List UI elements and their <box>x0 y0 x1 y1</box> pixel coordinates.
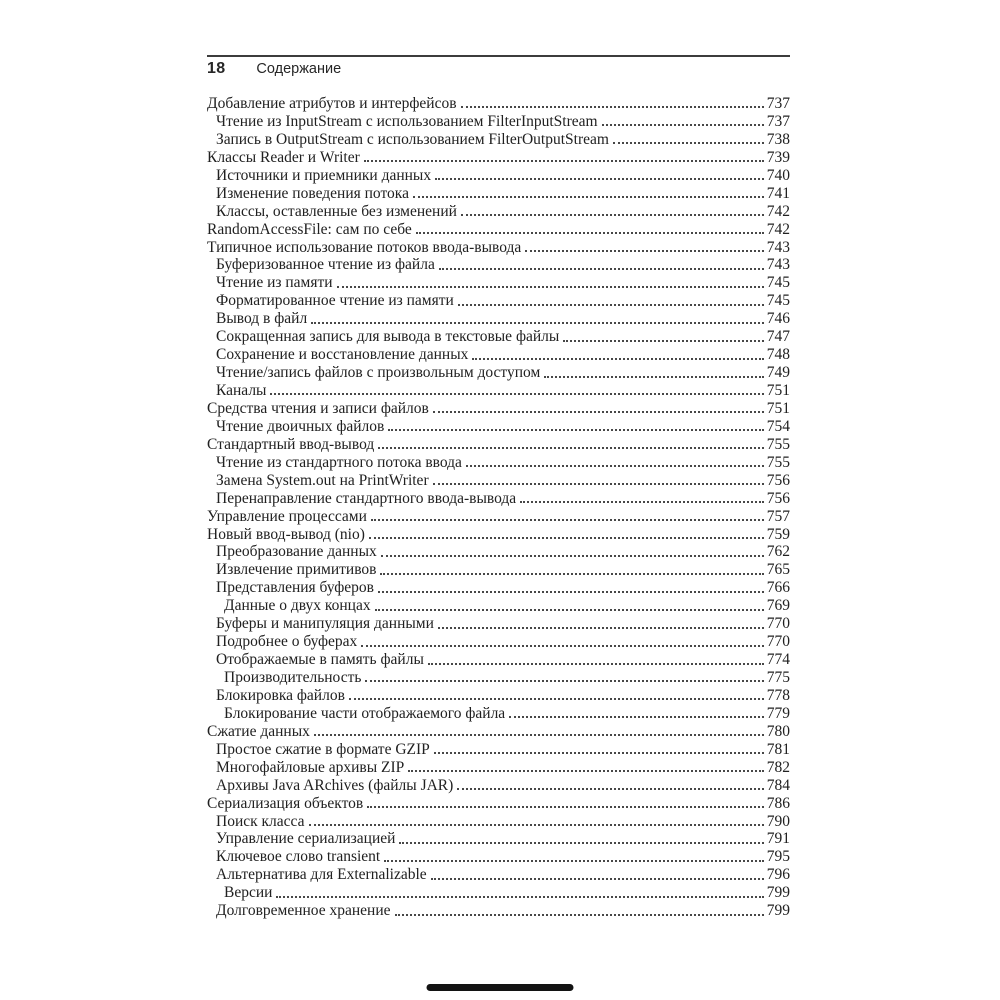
toc-entry[interactable] <box>207 705 790 723</box>
toc-entry[interactable] <box>207 131 790 149</box>
dot-leader <box>466 465 764 467</box>
toc-entry-page: 781 <box>766 740 790 758</box>
dot-leader <box>384 860 764 862</box>
toc-entry-page: 770 <box>766 615 790 633</box>
toc-entry-title: Классы, оставленные без изменений <box>216 202 457 220</box>
toc-entry-page: 755 <box>766 453 790 471</box>
dot-leader <box>408 770 763 772</box>
toc-entry-title: Вывод в файл <box>216 310 308 328</box>
toc-entry[interactable] <box>207 454 790 472</box>
toc-entry-page: 742 <box>766 220 790 238</box>
toc-entry-title: Типичное использование потоков ввода-вывода <box>207 238 522 256</box>
dot-leader <box>613 142 764 144</box>
toc-entry-page: 749 <box>766 364 790 382</box>
toc-entry-page: 748 <box>766 346 790 364</box>
running-header <box>207 60 790 78</box>
toc-entry-title: Альтернатива для Externalizable <box>216 866 427 884</box>
dot-leader <box>520 501 764 503</box>
dot-leader <box>433 411 764 413</box>
toc-entry[interactable] <box>207 741 790 759</box>
toc-entry[interactable] <box>207 113 790 131</box>
dot-leader <box>461 106 764 108</box>
toc-entry[interactable] <box>207 795 790 813</box>
toc-entry-page: 746 <box>766 310 790 328</box>
dot-leader <box>435 178 764 180</box>
toc-entry[interactable] <box>207 310 790 328</box>
dot-leader <box>367 806 764 808</box>
dot-leader <box>439 268 764 270</box>
toc-entry-page: 799 <box>766 884 790 902</box>
toc-entry-title: Буферы и манипуляция данными <box>216 615 434 633</box>
toc-entry-page: 741 <box>766 184 790 202</box>
toc-entry-title: Простое сжатие в формате GZIP <box>216 740 430 758</box>
toc-entry-title: Замена System.out на PrintWriter <box>216 471 429 489</box>
toc-entry-page: 762 <box>766 543 790 561</box>
dot-leader <box>416 232 764 234</box>
dot-leader <box>364 160 764 162</box>
dot-leader <box>458 304 764 306</box>
dot-leader <box>378 447 763 449</box>
toc-entry[interactable] <box>207 167 790 185</box>
toc-entry-title: Многофайловые архивы ZIP <box>216 758 405 776</box>
toc-entry-page: 756 <box>766 471 790 489</box>
toc-entry-page: 782 <box>766 758 790 776</box>
toc-entry-title: Долговременное хранение <box>216 902 391 920</box>
toc-entry-title: Производительность <box>224 669 362 686</box>
toc-entry[interactable] <box>207 777 790 795</box>
toc-entry-page: 796 <box>766 866 790 884</box>
toc-entry-title: RandomAccessFile: сам по себе <box>207 220 412 238</box>
toc-entry[interactable] <box>207 561 790 579</box>
toc-entry[interactable] <box>207 95 790 113</box>
toc-entry[interactable] <box>207 830 790 848</box>
toc-entry[interactable] <box>207 813 790 831</box>
dot-leader <box>361 645 763 647</box>
toc-entry-page: 757 <box>766 507 790 525</box>
toc-entry[interactable] <box>207 292 790 310</box>
toc-list <box>207 95 790 920</box>
toc-entry-page: 759 <box>766 525 790 543</box>
dot-leader <box>472 358 763 360</box>
toc-entry-page: 737 <box>766 112 790 130</box>
dot-leader <box>380 573 763 575</box>
dot-leader <box>378 591 764 593</box>
toc-entry-page: 795 <box>766 848 790 866</box>
toc-entry-title: Классы Reader и Writer <box>207 148 360 166</box>
toc-entry-page: 751 <box>766 382 790 399</box>
toc-entry-page: 751 <box>766 399 790 417</box>
toc-entry-page: 779 <box>766 704 790 722</box>
toc-entry[interactable] <box>207 418 790 436</box>
toc-entry-page: 784 <box>766 776 790 794</box>
dot-leader <box>395 914 764 916</box>
toc-entry[interactable] <box>207 185 790 203</box>
toc-entry[interactable] <box>207 633 790 651</box>
toc-entry-page: 739 <box>766 148 790 166</box>
toc-entry-title: Управление сериализацией <box>216 830 396 848</box>
dot-leader <box>375 609 764 611</box>
dot-leader <box>337 286 764 288</box>
toc-entry-page: 740 <box>766 166 790 184</box>
toc-entry-page: 791 <box>766 830 790 848</box>
toc-entry[interactable] <box>207 526 790 544</box>
toc-entry-title: Чтение из InputStream с использованием FilterInputStream <box>216 112 598 130</box>
page-number: 18 <box>207 60 226 77</box>
toc-entry[interactable] <box>207 400 790 418</box>
toc-entry-page: 774 <box>766 651 790 669</box>
toc-entry-title: Сохранение и восстановление данных <box>216 346 469 364</box>
dot-leader <box>563 340 763 342</box>
dot-leader <box>431 878 764 880</box>
dot-leader <box>276 896 763 898</box>
toc-entry-title: Извлечение примитивов <box>216 561 377 579</box>
toc-entry-title: Буферизованное чтение из файла <box>216 256 435 274</box>
toc-entry-page: 756 <box>766 489 790 507</box>
toc-entry-page: 770 <box>766 633 790 651</box>
dot-leader <box>428 663 764 665</box>
toc-entry[interactable] <box>207 274 790 292</box>
toc-entry-page: 745 <box>766 292 790 310</box>
toc-entry[interactable] <box>207 256 790 274</box>
toc-entry-title: Отображаемые в память файлы <box>216 651 424 669</box>
toc-entry[interactable] <box>207 149 790 167</box>
dot-leader <box>314 734 764 736</box>
toc-entry[interactable] <box>207 723 790 741</box>
toc-entry-title: Добавление атрибутов и интерфейсов <box>207 95 457 112</box>
toc-entry-title: Перенаправление стандартного ввода-вывода <box>216 489 517 507</box>
toc-entry[interactable] <box>207 346 790 364</box>
toc-entry-page: 778 <box>766 686 790 704</box>
dot-leader <box>602 124 764 126</box>
toc-entry-title: Сериализация объектов <box>207 794 364 812</box>
toc-entry-page: 765 <box>766 561 790 579</box>
dot-leader <box>381 555 764 557</box>
toc-entry-title: Новый ввод-вывод (nio) <box>207 525 365 543</box>
toc-entry-page: 754 <box>766 417 790 435</box>
header-title: Содержание <box>256 61 342 77</box>
toc-entry-page: 738 <box>766 130 790 148</box>
dot-leader <box>365 680 763 682</box>
toc-entry[interactable] <box>207 669 790 687</box>
toc-entry-page: 766 <box>766 579 790 597</box>
toc-entry-title: Блокирование части отображаемого файла <box>224 704 506 722</box>
toc-entry-page: 790 <box>766 812 790 830</box>
dot-leader <box>525 250 763 252</box>
toc-entry[interactable] <box>207 866 790 884</box>
toc-entry-title: Чтение/запись файлов с произвольным доступом <box>216 364 541 382</box>
toc-entry[interactable] <box>207 615 790 633</box>
toc-entry[interactable] <box>207 203 790 221</box>
toc-entry[interactable] <box>207 848 790 866</box>
home-indicator-bar[interactable] <box>427 984 574 991</box>
toc-entry-page: 799 <box>766 902 790 920</box>
dot-leader <box>434 752 764 754</box>
toc-entry-page: 769 <box>766 597 790 615</box>
toc-entry-title: Представления буферов <box>216 579 374 597</box>
toc-entry-title: Изменение поведения потока <box>216 184 409 202</box>
dot-leader <box>413 196 764 198</box>
toc-entry[interactable] <box>207 687 790 705</box>
toc-entry-page: 755 <box>766 435 790 453</box>
dot-leader <box>509 716 764 718</box>
toc-entry[interactable] <box>207 221 790 239</box>
dot-leader <box>371 519 764 521</box>
dot-leader <box>438 627 764 629</box>
toc-entry[interactable] <box>207 472 790 490</box>
toc-entry-title: Чтение из стандартного потока ввода <box>216 453 462 471</box>
toc-entry-page: 775 <box>766 669 790 686</box>
toc-entry[interactable] <box>207 759 790 777</box>
toc-entry[interactable] <box>207 364 790 382</box>
toc-entry[interactable] <box>207 902 790 920</box>
dot-leader <box>349 698 764 700</box>
dot-leader <box>544 376 763 378</box>
toc-entry-title: Подробнее о буферах <box>216 633 358 651</box>
dot-leader <box>457 788 763 790</box>
toc-entry-page: 747 <box>766 328 790 346</box>
toc-entry-page: 786 <box>766 794 790 812</box>
toc-entry-page: 737 <box>766 95 790 112</box>
toc-entry-title: Чтение из памяти <box>216 274 333 292</box>
toc-entry-page: 743 <box>766 256 790 274</box>
toc-entry-title: Управление процессами <box>207 507 367 525</box>
toc-entry-title: Ключевое слово transient <box>216 848 381 866</box>
toc-entry-title: Поиск класса <box>216 812 305 830</box>
toc-entry[interactable] <box>207 490 790 508</box>
dot-leader <box>369 537 764 539</box>
toc-entry-title: Источники и приемники данных <box>216 166 432 184</box>
toc-entry[interactable] <box>207 597 790 615</box>
dot-leader <box>433 483 764 485</box>
toc-entry-title: Данные о двух концах <box>224 597 371 615</box>
toc-entry-page: 745 <box>766 274 790 292</box>
dot-leader <box>388 429 763 431</box>
toc-entry[interactable] <box>207 328 790 346</box>
toc-entry-title: Сжатие данных <box>207 722 310 740</box>
toc-entry-title: Средства чтения и записи файлов <box>207 399 429 417</box>
dot-leader <box>311 322 764 324</box>
toc-entry[interactable] <box>207 382 790 400</box>
toc-entry-title: Форматированное чтение из памяти <box>216 292 454 310</box>
toc-entry-page: 780 <box>766 722 790 740</box>
toc-entry-title: Запись в OutputStream с использованием FilterOutputStream <box>216 130 609 148</box>
toc-entry[interactable] <box>207 884 790 902</box>
dot-leader <box>399 842 763 844</box>
toc-entry-title: Сокращенная запись для вывода в текстовые файлы <box>216 328 560 346</box>
dot-leader <box>309 824 764 826</box>
toc-entry[interactable] <box>207 436 790 454</box>
toc-entry[interactable] <box>207 579 790 597</box>
toc-entry[interactable] <box>207 239 790 257</box>
toc-entry-page: 742 <box>766 202 790 220</box>
toc-entry-title: Каналы <box>216 382 267 399</box>
toc-entry-title: Чтение двоичных файлов <box>216 417 385 435</box>
toc-entry-page: 743 <box>766 238 790 256</box>
dot-leader <box>270 393 763 395</box>
toc-entry[interactable] <box>207 508 790 526</box>
toc-entry-title: Стандартный ввод-вывод <box>207 435 375 453</box>
toc-entry-title: Архивы Java ARchives (файлы JAR) <box>216 776 454 794</box>
toc-entry[interactable] <box>207 543 790 561</box>
toc-entry[interactable] <box>207 651 790 669</box>
header-rule <box>207 55 790 57</box>
toc-entry-title: Преобразование данных <box>216 543 377 561</box>
dot-leader <box>461 214 764 216</box>
toc-entry-title: Блокировка файлов <box>216 686 345 704</box>
toc-entry-title: Версии <box>224 884 273 902</box>
